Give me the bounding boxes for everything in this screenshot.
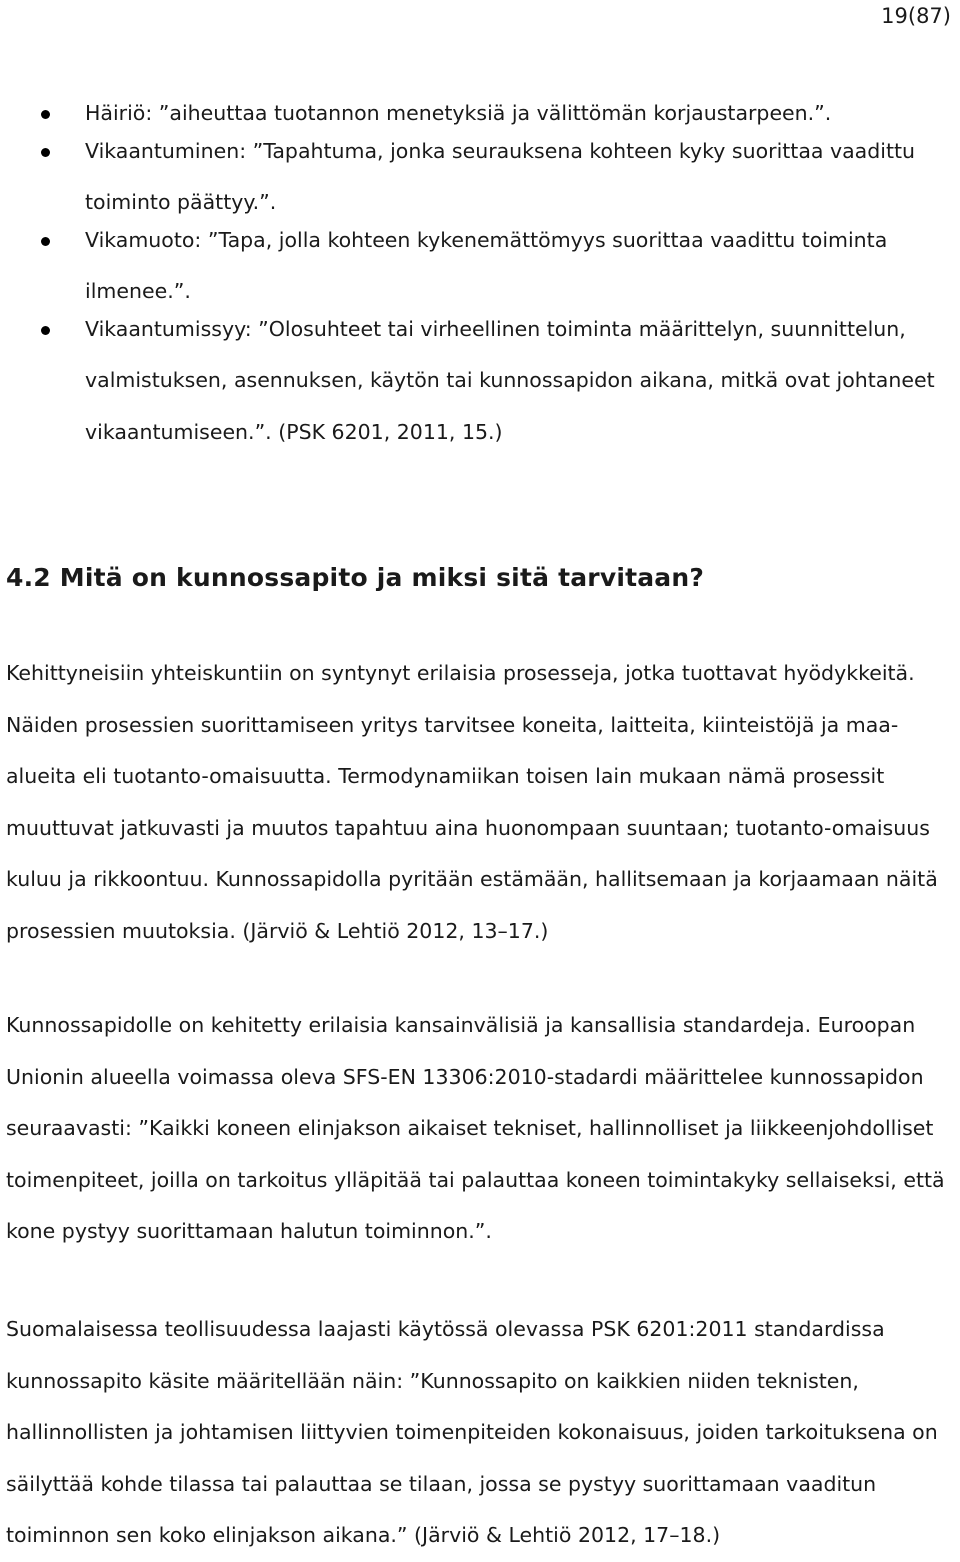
list-item (0, 215, 960, 318)
paragraph: Kehittyneisiin yhteiskuntiin on syntynyt erilaisia prosesseja, jotka tuottavat hyödykkeitä. Näiden prosessien suorittamiseen yritys tarvitsee koneita, laitteita, kiinteistöjä ja maa-alueita eli tuotanto-omaisuutta. Termodynamiikan toisen lain mukaan nämä prosessit muuttuvat jatkuvasti ja muutos tapahtuu aina huonompaan suuntaan; tuotanto-omaisuus kuluu ja rikkoontuu. Kunnossapidolla pyritään estämään, hallitsemaan ja korjaamaan näitä prosessien muutoksia. (Järviö & Lehtiö 2012, 13–17.) (6, 661, 938, 943)
list-item (0, 126, 960, 229)
definition-list (0, 88, 960, 458)
bullet-icon (41, 237, 50, 246)
page-number: 19(87) (881, 4, 951, 28)
bullet-icon (41, 148, 50, 157)
list-item-text: Häiriö: ”aiheuttaa tuotannon menetyksiä ja välittömän korjaustarpeen.”. (85, 101, 832, 125)
paragraph: Suomalaisessa teollisuudessa laajasti käytössä olevassa PSK 6201:2011 standardissa kunnossapito käsite määritellään näin: ”Kunnossapito on kaikkien niiden teknisten, hallinnollisten ja johtamisen liittyvien toimenpiteiden kokonaisuus, joiden tarkoituksena on säilyttää kohde tilassa tai palauttaa se tilaan, jossa se pystyy suorittamaan vaaditun toiminnon sen koko elinjakson aikana.” (Järviö & Lehtiö 2012, 17–18.) (6, 1317, 938, 1548)
section-heading: 4.2 Mitä on kunnossapito ja miksi sitä tarvitaan? (6, 563, 705, 592)
list-item-text: Vikaantumissyy: ”Olosuhteet tai virheellinen toiminta määrittelyn, suunnittelun, valmistuksen, asennuksen, käytön tai kunnossapidon aikana, mitkä ovat johtaneet vikaantumiseen.”. (PSK 6201, 2011, 15.) (85, 316, 935, 444)
bullet-icon (41, 326, 50, 335)
list-item (0, 304, 960, 459)
list-item-text: Vikaantuminen: ”Tapahtuma, jonka seurauksena kohteen kyky suorittaa vaadittu toiminto päättyy.”. (85, 138, 916, 214)
bullet-icon (41, 110, 50, 119)
paragraph: Kunnossapidolle on kehitetty erilaisia kansainvälisiä ja kansallisia standardeja. Euroopan Unionin alueella voimassa oleva SFS-EN 13306:2010-stadardi määrittelee kunnossapidon seuraavasti: ”Kaikki koneen elinjakson aikaiset tekniset, hallinnolliset ja liikkeenjohdolliset toimenpiteet, joilla on tarkoitus ylläpitää tai palauttaa koneen toimintakyky sellaiseksi, että kone pystyy suorittamaan halutun toiminnon.”. (6, 1013, 945, 1244)
list-item-text: Vikamuoto: ”Tapa, jolla kohteen kykenemättömyys suorittaa vaadittu toiminta ilmenee.”. (85, 227, 888, 303)
